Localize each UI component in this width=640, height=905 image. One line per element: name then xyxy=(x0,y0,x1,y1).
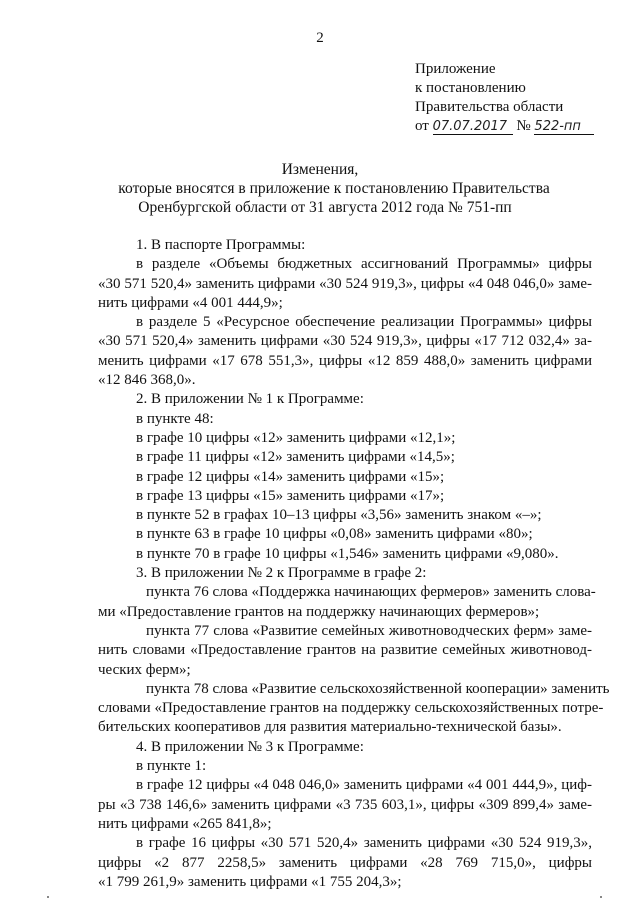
text-line: нить словами «Предоставление грантов на развитие семейных животновод- xyxy=(98,642,592,659)
text-line: в графе 12 цифры «4 048 046,0» заменить цифрами «4 001 444,9», циф- xyxy=(136,777,592,794)
text-line: менить цифрами «17 678 551,3», цифры «12 859 488,0» заменить цифрами xyxy=(98,352,592,369)
page-number: 2 xyxy=(316,30,324,46)
text-line: ми «Предоставление грантов на поддержку начинающих фермеров»; xyxy=(98,603,540,620)
text-line: ческих ферм»; xyxy=(98,661,191,678)
handwritten-date: 07.07.2017 xyxy=(433,120,513,135)
text-line: в пункте 52 в графах 10–13 цифры «3,56» заменить знаком «–»; xyxy=(136,507,542,524)
text-line: в графе 12 цифры «14» заменить цифрами «15»; xyxy=(136,468,445,485)
text-line: «12 846 368,0». xyxy=(98,372,196,389)
text-line: 2. В приложении № 1 к Программе: xyxy=(136,391,364,408)
text-line: 1. В паспорте Программы: xyxy=(136,237,306,253)
title-line: которые вносятся в приложение к постановлению Правительства xyxy=(118,180,550,197)
title-line: Оренбургской области от 31 августа 2012 года № 751-пп xyxy=(138,199,512,216)
text-line: 3. В приложении № 2 к Программе в графе 2: xyxy=(136,565,427,582)
text-line: в графе 10 цифры «12» заменить цифрами «12,1»; xyxy=(136,429,456,446)
appendix-line: Правительства области xyxy=(415,99,564,115)
text-line: нить цифрами «4 001 444,9»; xyxy=(98,294,283,311)
text-line: в пункте 70 в графе 10 цифры «1,546» заменить цифрами «9,080». xyxy=(136,545,559,562)
text-line: словами «Предоставление грантов на поддержку сельскохозяйственных потре- xyxy=(98,700,604,717)
text-line: 4. В приложении № 3 к Программе: xyxy=(136,738,364,755)
document-title xyxy=(0,160,640,217)
appendix-line: к постановлению xyxy=(415,80,526,96)
text-line: «1 799 261,9» заменить цифрами «1 755 204,3»; xyxy=(98,873,402,890)
handwritten-number: 522-пп xyxy=(534,120,594,135)
text-line: пункта 78 слова «Развитие сельскохозяйственной кооперации» заменить xyxy=(146,680,610,697)
document-body xyxy=(98,236,610,892)
text-line: ры «3 738 146,6» заменить цифрами «3 735 603,1», цифры «309 899,4» заме- xyxy=(98,796,592,813)
text-line: «30 571 520,4» заменить цифрами «30 524 919,3», цифры «17 712 032,4» за- xyxy=(98,333,592,350)
text-line: в пункте 48: xyxy=(136,410,214,427)
text-line: в пункте 63 в графе 10 цифры «0,08» заменить цифрами «80»; xyxy=(136,526,533,543)
scan-mark xyxy=(47,896,49,898)
number-prefix: № xyxy=(516,118,531,134)
appendix-date-line xyxy=(415,117,594,136)
text-line: в разделе «Объемы бюджетных ассигнований Программы» цифры xyxy=(136,256,592,273)
date-prefix: от xyxy=(415,118,429,134)
scan-mark xyxy=(600,896,602,898)
text-line: в разделе 5 «Ресурсное обеспечение реализации Программы» цифры xyxy=(136,314,592,331)
text-line: цифры «2 877 2258,5» заменить цифрами «28 769 715,0», цифры xyxy=(98,854,592,871)
text-line: нить цифрами «265 841,8»; xyxy=(98,815,272,832)
text-line: пункта 76 слова «Поддержка начинающих фермеров» заменить слова- xyxy=(146,584,596,601)
text-line: в графе 13 цифры «15» заменить цифрами «17»; xyxy=(136,487,445,504)
appendix-line: Приложение xyxy=(415,61,496,77)
text-line: в графе 11 цифры «12» заменить цифрами «14,5»; xyxy=(136,449,455,466)
appendix-block xyxy=(415,60,594,136)
title-line: Изменения, xyxy=(281,161,359,178)
text-line: «30 571 520,4» заменить цифрами «30 524 919,3», цифры «4 048 046,0» заме- xyxy=(98,275,592,292)
text-line: бительских кооперативов для развития материально-технической базы». xyxy=(98,719,562,736)
text-line: в графе 16 цифры «30 571 520,4» заменить цифрами «30 524 919,3», xyxy=(136,835,592,852)
text-line: пункта 77 слова «Развитие семейных животноводческих ферм» заме- xyxy=(146,622,592,639)
text-line: в пункте 1: xyxy=(136,758,207,775)
